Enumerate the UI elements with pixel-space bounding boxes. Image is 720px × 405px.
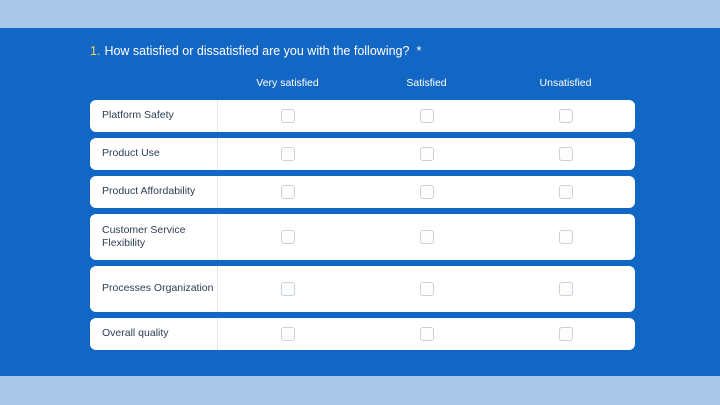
table-row [90, 100, 635, 132]
option-cell-very-satisfied[interactable] [218, 230, 357, 244]
option-cell-satisfied[interactable] [357, 185, 496, 199]
checkbox-icon[interactable] [281, 282, 295, 296]
row-label: Product Affordability [90, 176, 218, 208]
row-label: Customer Service Flexibility [90, 214, 218, 260]
question-header [90, 44, 635, 58]
option-cell-unsatisfied[interactable] [496, 185, 635, 199]
option-cell-unsatisfied[interactable] [496, 327, 635, 341]
checkbox-icon[interactable] [420, 147, 434, 161]
matrix-header-row [90, 72, 635, 94]
option-cell-satisfied[interactable] [357, 230, 496, 244]
option-cell-unsatisfied[interactable] [496, 230, 635, 244]
survey-page [0, 28, 720, 376]
question-text: How satisfied or dissatisfied are you with the following? [104, 44, 410, 58]
option-cell-satisfied[interactable] [357, 327, 496, 341]
column-header-very-satisfied: Very satisfied [256, 77, 319, 89]
checkbox-icon[interactable] [559, 109, 573, 123]
checkbox-icon[interactable] [559, 230, 573, 244]
table-row [90, 266, 635, 312]
checkbox-icon[interactable] [559, 282, 573, 296]
checkbox-icon[interactable] [420, 230, 434, 244]
top-frame-band [0, 0, 720, 28]
checkbox-icon[interactable] [420, 185, 434, 199]
row-options [218, 266, 635, 312]
option-cell-very-satisfied[interactable] [218, 147, 357, 161]
table-row [90, 214, 635, 260]
checkbox-icon[interactable] [281, 230, 295, 244]
row-options [218, 318, 635, 350]
row-options [218, 176, 635, 208]
option-cell-very-satisfied[interactable] [218, 282, 357, 296]
option-cell-very-satisfied[interactable] [218, 327, 357, 341]
required-asterisk: * [416, 44, 422, 58]
column-header-unsatisfied: Unsatisfied [539, 77, 592, 89]
table-row [90, 176, 635, 208]
checkbox-icon[interactable] [281, 147, 295, 161]
checkbox-icon[interactable] [559, 185, 573, 199]
checkbox-icon[interactable] [420, 109, 434, 123]
question-number: 1. [90, 44, 101, 58]
checkbox-icon[interactable] [281, 185, 295, 199]
row-label: Processes Organization [90, 266, 218, 312]
table-row [90, 138, 635, 170]
option-cell-unsatisfied[interactable] [496, 282, 635, 296]
row-options [218, 100, 635, 132]
option-cell-unsatisfied[interactable] [496, 147, 635, 161]
satisfaction-matrix [90, 72, 635, 350]
row-label: Product Use [90, 138, 218, 170]
checkbox-icon[interactable] [420, 327, 434, 341]
bottom-frame-band [0, 376, 720, 405]
option-cell-unsatisfied[interactable] [496, 109, 635, 123]
row-options [218, 138, 635, 170]
column-header-satisfied: Satisfied [406, 77, 447, 89]
option-cell-very-satisfied[interactable] [218, 185, 357, 199]
checkbox-icon[interactable] [559, 327, 573, 341]
checkbox-icon[interactable] [559, 147, 573, 161]
option-cell-very-satisfied[interactable] [218, 109, 357, 123]
option-cell-satisfied[interactable] [357, 282, 496, 296]
option-cell-satisfied[interactable] [357, 147, 496, 161]
row-options [218, 214, 635, 260]
option-cell-satisfied[interactable] [357, 109, 496, 123]
row-label: Platform Safety [90, 100, 218, 132]
checkbox-icon[interactable] [420, 282, 434, 296]
checkbox-icon[interactable] [281, 327, 295, 341]
table-row [90, 318, 635, 350]
row-label: Overall quality [90, 318, 218, 350]
survey-container [90, 44, 635, 356]
checkbox-icon[interactable] [281, 109, 295, 123]
